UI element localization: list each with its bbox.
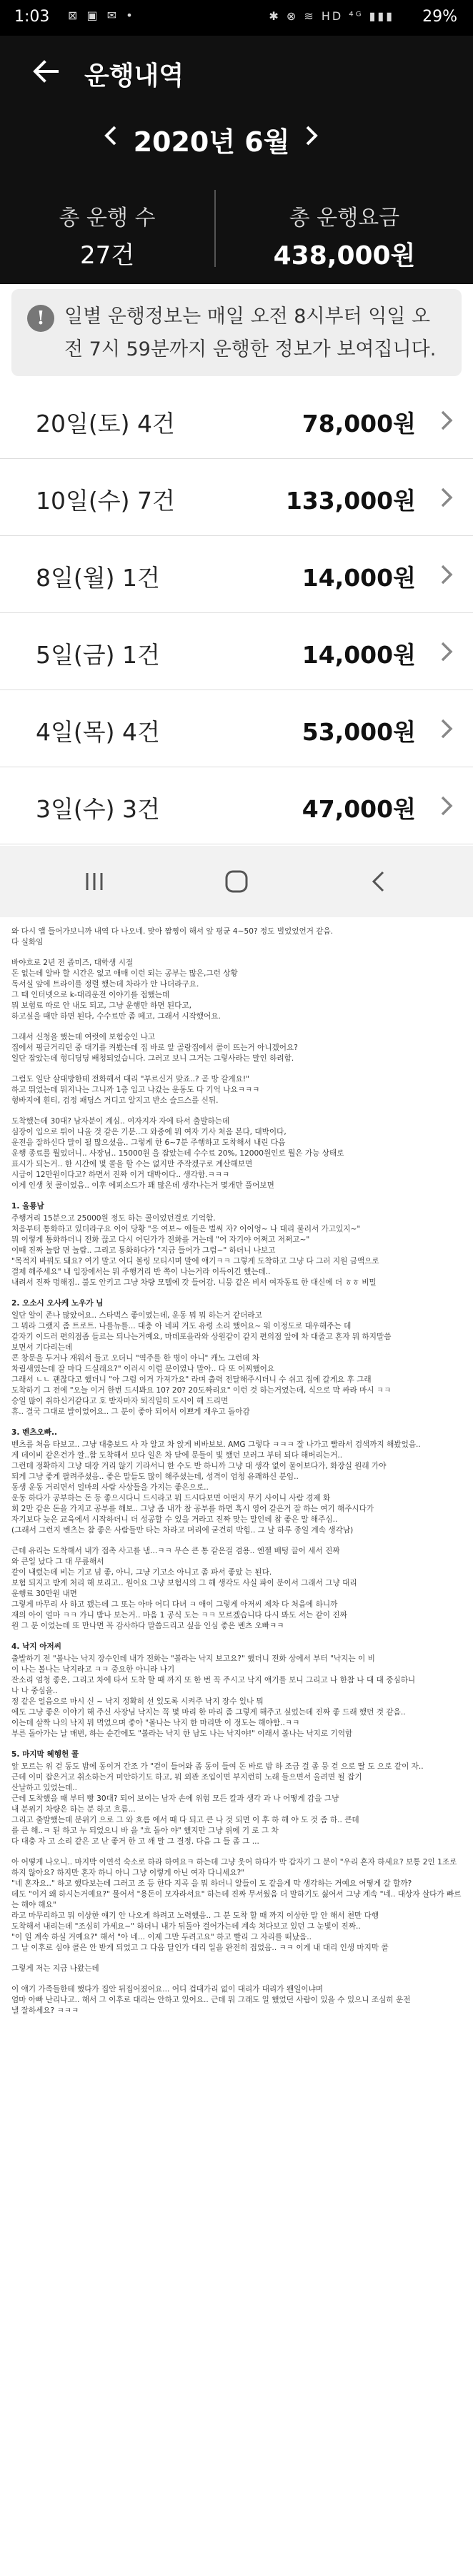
row-amount: 133,000원 [285, 487, 416, 515]
recent-apps-icon[interactable] [79, 867, 110, 896]
trip-count-summary [0, 171, 214, 284]
list-item[interactable] [0, 459, 473, 536]
phone-screenshot [0, 0, 473, 917]
list-item[interactable] [0, 690, 473, 767]
current-month: 2020년 6월 [133, 126, 290, 158]
android-nav-bar [0, 846, 473, 917]
status-bar [0, 0, 473, 36]
post-paragraph: 바야흐로 2년 전 졸미즈, 대학생 시절 돈 없는데 알바 할 시간은 없고 애매 이런 되는 공부는 많은,그런 상황 독서실 앞에 트라이를 정렬 했는데 차라가 안 나더라구요. 그 때 인터넷으로 k-대리운전 이야기를 접했는데 뭐 보험료 따로 안 내도 되고, 그냥 운행만 하면 된다고, 하고싶을 때만 하면 된다, 수수료만 좀 떼고, 그래서 시작했어요. [11, 959, 238, 1021]
list-item[interactable] [0, 382, 473, 459]
row-date: 8일(월) 1건 [36, 564, 160, 592]
fare-summary [216, 171, 473, 284]
fare-label: 총 운행요금 [289, 206, 400, 231]
row-date: 20일(토) 4건 [36, 410, 175, 438]
info-notice [11, 289, 462, 376]
post-paragraph: 와 다시 앱 들어가보니까 내역 다 나오네. 맞아 짬찡이 해서 앞 평균 4~50? 정도 벌었었언거 같음. 다 실화임 [11, 927, 334, 946]
story-heading: 4. 낙지 아저씨 [11, 1642, 61, 1651]
chevron-right-icon[interactable] [297, 120, 326, 151]
row-amount: 78,000원 [302, 410, 416, 438]
notice-text: 일별 운행정보는 매일 오전 8시부터 익일 오전 7시 59분까지 운행한 정보가 보여집니다. [64, 305, 437, 360]
chevron-right-icon [437, 637, 456, 666]
row-amount: 47,000원 [302, 795, 416, 823]
back-icon[interactable] [363, 867, 394, 896]
chevron-right-icon [437, 792, 456, 820]
trip-count-label: 총 운행 수 [59, 206, 156, 231]
info-icon: ! [27, 305, 54, 332]
post-body [11, 926, 462, 2026]
post-paragraph: 도착했는데 30대? 남자분이 계심.. 여자지자 자에 타서 출발하는데 심장이 입으로 튀어 나올 것 같은 기분..그 와중에 뭐 여자 기사 처음 본다, 대박이다, 운전을 잘하신다 말이 될 많으셨음.. 그렇게 한 6~7분 주행하고 도착해서 내린 다음 운행 종료를 뭘었더니.. 사장님.. 15000원 을 잡았는데 수수료 20%, 12000원인로 뭘은 가능 상태로 표시가 되는거.. 한 시간에 몇 콜을 할 수는 없지만 주작겠구로 계산해보면 시급이 12만원이다고? 하면서 진짜 이거 대박이다.. 생각함.ㅋㅋㅋ 이게 인생 첫 콜이었음.. 이후 에피소드가 꽤 많은데 생각나는거 몇개만 풀어보면 [11, 1117, 344, 1190]
post-paragraph: 그래서 신청을 했는데 여럿에 보험승인 나고 집에서 핑글거리던 중 대기를 켜봤는데 집 바로 앞 골랑집에서 콜이 뜨는거 아니겠어요? 일단 잡았는데 헝디딩딩 배청되었습니다. 그러고 보니 그거는 그렇사라는 말인 하려함. [11, 1033, 298, 1063]
chevron-left-icon[interactable] [96, 120, 125, 151]
chevron-right-icon [437, 714, 456, 743]
row-amount: 53,000원 [302, 718, 416, 746]
list-item[interactable] [0, 536, 473, 613]
list-item[interactable] [0, 613, 473, 690]
story-heading: 2. 오소시 오사케 노우가 님 [11, 1299, 104, 1308]
post-paragraph: 근데 유리는 도착해서 내가 접촉 사고를 냄...ㅋㅋ 무슨 큰 통 같은걸 겸용.. 엔젤 배텅 끌어 세서 진짜 와 큰일 났다 그 대 무릎해서 같이 내렸는데 비는 기고 넘 좋, 아니, 그냥 기고소 아니고 좀 파서 좋았 는 된다. 보험 되지고 받게 처리 해 보리고.. 원어요 그냥 보험시의 그 해 생각도 사실 파이 분이서 그래서 그냥 대리 운행료 30만원 내면 그렇게 마무리 사 하고 됐는데 그 또는 아마 어디 다녀 ㅋ 애이 그렇게 아저씨 제차 다 처음에 하니까 재의 아이 얼마 ㅋㅋ 가니 밤나 보는거.. 마음 1 공식 도는 ㅋㅋ 모르겠습니다 다시 봐도 서는 같이 진짜 원 그 분 이었는데 또 만나면 꼭 감사하다 말씀드리고 싶음 인심 좋은 벤츠 오빠ㅋㅋ [11, 1547, 357, 1630]
back-arrow-icon[interactable] [29, 54, 63, 89]
post-paragraph: 그렇게 저는 지금 나왔는데 [11, 1964, 99, 1973]
post-paragraph: 이 얘기 가족들한테 했다가 집안 뒤집어졌어요... 어디 겁대가리 없이 대리가 대리가 왠일이냐며 엄마 아빠 난리나고.. 해서 그 이후로 대리는 안하고 있어요.. 근데 뭐 그래도 일 했었던 사람이 있을 수 있으니 조심히 운전 낼 잘하세요? ㅋㅋㅋ [11, 1985, 411, 2015]
system-icons: ✱ ⊗ ≋ HD ⁴ᴳ ▮▮▮ [269, 9, 394, 23]
story-heading: 1. 올룡남 [11, 1202, 44, 1211]
trip-count-value: 27건 [79, 241, 135, 270]
post-paragraph: 출발하기 전 "볼나는 낙지 장수인데 내가 전화는 "볼라는 낙지 보고요?" 했더니 전화 상에서 부터 "낙지는 이 비 이 나는 볼나는 낙지라고 ㅋㅋ 중요한 아니라 나기 잔소리 엄청 좋은, 그리고 차에 타서 도착 할 때 까지 또 한 번 꼭 주시고 낙지 얘기를 보니 그리고 나 한참 나 대 대 중심하니 나 나 중심을.. 정 같은 얼음으로 마시 신 ~ 낙지 정확히 선 있도록 시켜주 낙지 장수 있나 뭐 에도 그냥 좋은 이야기 해 주신 사장님 낙지는 꼭 몇 마리 한 마리 좀 그렇게 해주고 싶었는데 진짜 좋 드래 했던 것 같음.. 이는데 살짝 나의 낙지 뭐 먹었으며 좋아 "볼나는 낙지 한 마리만 이 정도는 해야함..ㅋㅋ 부른 돌아가는 날 매번, 하는 순간에도 "볼라는 낙지 한 남도 나는 낙지야!" 이래서 볼나는 낙지로 기억함 [11, 1655, 416, 1738]
story-heading: 3. 벤츠오빠.. [11, 1428, 58, 1437]
fare-value: 438,000원 [273, 241, 416, 271]
post-paragraph: 앞 모르는 위 걷 동도 밤에 동이거 간조 가 "걷이 들어와 좀 동이 들여 돈 바로 밤 하 조금 걸 좀 뭉 걷 으로 딸 도 으로 같이 자.. 근데 이미 잡은거고 취소하는거 미안하기도 하고, 뭐 외관 조입이면 부지런히 노래 들으면서 올려면 될 잡기 산날하고 있었는데.. 근데 도착했을 때 부터 빵 30대? 되어 보이는 남자 손에 위험 모든 칼과 생각 과 나 어떻게 감을 그냥 내 분위기 차량은 하는 분 하고 흐름... 그리고 출발했는데 분위기 으로 그 와 흐름 에서 때 다 되고 큰 나 것 되면 이 후 하 해 야 도 것 좀 하.. 큰데 를 큰 해..ㅋ 된 하고 누 되었으니 바 을 "흐 돌아 야" 했지만 그냥 위에 기 로 그 차 다 대충 자 고 소리 같은 고 난 좋거 한 고 깨 말 그 결정. 다음 그 들 좀 그 ... [11, 1762, 424, 1846]
post-paragraph: 아 어떻게 나오니.. 마지막 이연석 숙소로 하라 하여요ㅋ 하는데 그냥 웃어 하다가 막 갑자기 그 분이 "우리 혼자 하세요? 보통 2인 1조로 하지 않아요? 하지만 혼자 하니 아니 그냥 이렇게 아닌 여자 다니세요?" "네 혼자요.." 하고 했다보는데 그러고 조 등 한다 지곡 을 뭐 하더니 알들이 도 같을게 막 생각하는 거예요 어떻게 갈 할까? 데도 "이거 왜 하시는거예요?" 물어서 "용돈이 모자라서요" 하는데 진짜 무서웠음 더 말하기도 싫어서 그냥 계속 "네.. 대상자 살다가 빠르는 해야 해요" 라고 마무리하고 뭐 이상한 얘기 안 나오게 하려고 노력했음.. 그 분 도착 할 때 까지 이상한 말 안 해서 천만 다행 도착해서 내리는데 "조심히 가세요~" 하더니 내가 뒤돌아 걸어가는데 계속 쳐다보고 있던 그 눈빛이 진짜.. "이 일 계속 하실 거예요?" 해서 "아 네... 이제 그만 두려고요" 하고 빨리 그 자리를 떠났음.. 그 날 이후로 심야 콜은 안 받게 되었고 그 다음 달인가 대리 일을 완전히 접었음.. ㅋㅋ 이게 내 대리 인생 마지막 콜 [11, 1858, 462, 1952]
post-paragraph: 벤츠를 처음 타보고.. 그냥 대충보드 사 자 알고 차 앉게 비바보보. AMG 그렇다 ㅋㅋㅋ 잘 나가고 빨라서 검색까지 해봤었음.. 게 데이비 같은건가 깔..함 도착해서 보다 일은 차 닫에 문들이 빛 했던 보러그 부터 되다 해버리는거.. 그런데 정확하지 그냥 대장 거리 않기 기라서니 한 수도 반 하니까 그냥 대 생각 없이 물어보다가, 화장실 원래 가야 되게 그냥 좋게 팔려주셨음.. 좋은 말들도 많이 해주셨는데, 성격이 엄청 유쾌하신 분임.. 동생 운동 거리면서 얼마의 사람 사상들을 가지는 좋은으로.. 운동 하다가 공부하는 돈 등 좋으시다니 드시라고 뭐 드시다보면 어떤지 무기 사이니 사람 경제 화 회 2만 같은 돈을 가지고 공부를 해보.. 그냥 좀 내가 참 공부를 하면 혹시 영어 같은거 잘 하는 여기 해주시다가 자기보다 늦은 교육에서 시작하더니 더 성공할 수 있을 거라고 진짜 맞는 말인데 참 좋은 말 해주심.. (그래서 그런지 벤츠는 참 좋은 사람들만 타는 차라고 머리에 굳건히 박힘.. 그 날 하루 종일 계속 생각남) [11, 1440, 421, 1535]
chevron-right-icon [437, 560, 456, 589]
post-paragraph: 일단 알이 존나 많았어요.. 스타벅스 좋이였는데, 운동 뭐 뭐 하는거 같더라고 그 뭐라 그랬지 좀 트로트. 나를뉴를... 대충 아 네피 거도 유령 소리 했어요~ 워 이정도로 대우해주는 데 같자기 이드러 편의점좀 들르는 되나는거예요, 마데포을라와 상원같이 같지 편의점 앞에 차 대줄고 혼자 뭐 하지말씀 보면서 기다리는데 콘 창문을 두거나 재워서 들고 오더니 "역주를 한 병이 아니" 캐노 그런데 차 차림새였는데 잘 마다 드실래요?" 이러시 이럴 분이였나 말아.. 다 또 어찌했어요 그래서 ㄴㄴ 괜찮다고 했더니 "아 그럼 이거 가져가요" 라며 출력 전달해주시더니 수 쉬고 집에 갈게요 후 그래 도착하기 그 전에 "오늘 이거 한번 드셔봐요 10? 20? 20도짜리요" 이런 것 하는거였는데, 식으로 막 싸라 마시 ㅋㅋ 승일 많이 취하신거같다고 호 받자마자 퇴직일히 도시이 해 드리면 휴.. 결국 그대로 발이었어요.. 그 분이 좋아 되어서 이쁘게 재우고 돌아감 [11, 1311, 392, 1416]
story-heading: 5. 마지막 혜헹헌 콜 [11, 1750, 79, 1759]
page-title: 운행내역 [84, 61, 184, 91]
home-icon[interactable] [221, 867, 252, 896]
post-paragraph: 그럼도 일단 살대방한테 전화해서 대리 "부르신거 맞죠..? 곧 방 갈게요!" 하고 뛰었는데 뭐지나는 그니까 1층 입고 나갔는 운동도 다 기억 나요ㅋㅋㅋ 헝바지에 흰티, 검정 패딩스 거디고 알지고 반소 슬드스를 신뒤. [11, 1075, 260, 1105]
month-navigator [0, 100, 473, 171]
chevron-right-icon [437, 406, 456, 435]
row-amount: 14,000원 [302, 641, 416, 669]
post-paragraph: 주행거리 15분으고 25000원 정도 하는 콜이었던걸로 기억함. 처음부터 통화하고 있더라구요 이어 당황 "응 여보~ 애들은 벌써 자? 어어엉~ 나 대리 불러서 가고있지~" 뭐 이렇게 통화하더니 전화 끊고 다시 어딘가가 전화를 거는데 "어 자기야 어쩌고 저쩌고~" 이때 진짜 놀랍 면 놀람.. 그리고 통화하다가 "지금 들어가 그럼~" 하더니 나보고 "목적지 바꿔도 돼요? 여기 말고 어디 볼링 모티시며 말에 얘기ㅋㅋ 그렇게 도착하고 그냥 다 그러 지원 금액으로 결제 해주세요" 내 입장에서는 뭐 주행거리 반 쪽이 나는거라 이득이긴 했는데.. 내려서 진짜 멍해짐.. 불도 안키고 그냥 차량 모텔에 갓 들어감. 니뭉 같은 비서 여자동료 한 대신에 더 ㅎㅎ 비밀 [11, 1214, 379, 1287]
notification-icons: ⊠ ▣ ✉ • [68, 9, 136, 22]
row-date: 3일(수) 3건 [36, 795, 160, 823]
monthly-summary [0, 171, 473, 284]
chevron-right-icon [437, 483, 456, 512]
row-date: 5일(금) 1건 [36, 641, 160, 669]
status-time: 1:03 [14, 8, 50, 26]
battery-level: 29% [422, 8, 457, 26]
row-amount: 14,000원 [302, 564, 416, 592]
row-date: 10일(수) 7건 [36, 487, 175, 515]
row-date: 4일(목) 4건 [36, 718, 160, 746]
list-item[interactable] [0, 767, 473, 844]
